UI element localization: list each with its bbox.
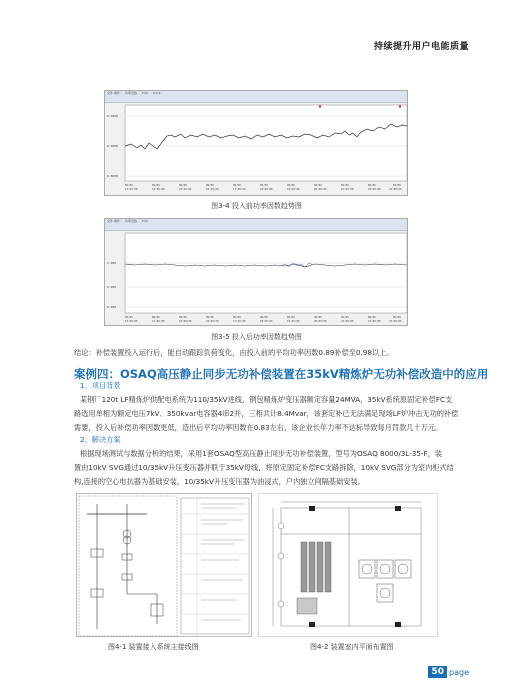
svg-text:15:00:00: 15:00:00 <box>179 188 192 191</box>
paragraph-line: 置由10kV SVG通过10/35kV升压变压器并联于35kV母线，将原定固定补偿FC支路拆除，10kV SVG部分为室内柜式结 <box>74 463 454 472</box>
case-title: 案例四：OSAQ高压静止同步无功补偿装置在35kV精炼炉无功补偿改造中的应用 <box>74 367 489 381</box>
x-tick-label: 09/06 <box>341 316 349 319</box>
toolbar-item[interactable]: 文件 操作 <box>107 91 120 95</box>
x-tick-label: 09/06 <box>287 316 295 319</box>
y-tick-label: 0.9900 <box>107 114 118 118</box>
svg-text:23:00:00: 23:00:00 <box>389 320 402 323</box>
paragraph-line: 路选用单相为额定电压7kV、350kvar电容器4串2并，三相共计8.4Mvar，该套定补已无法满足现场LF炉冲击无功的补偿 <box>74 409 459 418</box>
svg-text:16:00:00: 16:00:00 <box>206 320 219 323</box>
svg-text:19:00:00: 19:00:00 <box>287 188 300 191</box>
x-tick-label: 09/06 <box>233 184 241 187</box>
y-tick-label: 1.000 <box>107 261 117 265</box>
paragraph-line: 某钢厂120t LF精炼炉供配电系统为110/35kV进线，钢包精炼炉变压器额定容量24MVA，35kV系统原固定补偿FC支 <box>80 395 453 404</box>
svg-text:19:00:00: 19:00:00 <box>287 320 300 323</box>
floor-plan-diagram <box>258 493 438 637</box>
toolbar-item[interactable]: 文件 操作 <box>107 219 120 223</box>
svg-text:18:00:00: 18:00:00 <box>260 320 273 323</box>
x-tick-label: 09/06 <box>179 316 187 319</box>
svg-text:20:00:00: 20:00:00 <box>314 320 327 323</box>
x-tick-label: 09/06 <box>179 184 187 187</box>
svg-text:17:00:00: 17:00:00 <box>233 188 246 191</box>
x-tick-label: 09/06 <box>125 316 133 319</box>
x-tick-label: 09/06 <box>287 184 295 187</box>
x-tick-label: 09/06 <box>341 184 349 187</box>
svg-text:16:00:00: 16:00:00 <box>206 188 219 191</box>
toolbar-item[interactable]: 功率因数 <box>124 219 137 223</box>
x-tick-label: 09/06 <box>125 184 133 187</box>
x-tick-label: 09/06 <box>393 184 401 187</box>
x-tick-label: 09/06 <box>260 316 268 319</box>
subsection-solution: 2、解决方案 <box>80 435 121 444</box>
y-tick-label: 0.900 <box>107 285 117 289</box>
trend-chart-before-window <box>104 90 408 196</box>
x-tick-label: 09/06 <box>152 184 160 187</box>
page-badge <box>428 665 469 679</box>
toolbar-item[interactable]: Fmt <box>141 91 148 95</box>
x-tick-label: 09/06 <box>233 316 241 319</box>
svg-text:15:00:00: 15:00:00 <box>179 320 192 323</box>
svg-text:21:00:00: 21:00:00 <box>341 320 354 323</box>
x-tick-label: 09/06 <box>368 316 376 319</box>
svg-text:21:00:00: 21:00:00 <box>341 188 354 191</box>
trend-chart-after <box>105 219 409 327</box>
x-tick-label: 09/06 <box>393 316 401 319</box>
x-tick-label: 09/06 <box>314 184 322 187</box>
svg-text:20:00:00: 20:00:00 <box>314 188 327 191</box>
svg-text:17:00:00: 17:00:00 <box>233 320 246 323</box>
single-line-diagram <box>76 493 252 637</box>
figure-caption: 图4-2 装置室内平面布置图 <box>310 643 394 651</box>
svg-text:23:00:00: 23:00:00 <box>389 188 402 191</box>
y-tick-label: 0.800 <box>107 305 117 309</box>
x-tick-label: 09/06 <box>368 184 376 187</box>
subsection-background: 1、项目背景 <box>80 381 121 390</box>
page-word: page <box>449 667 469 677</box>
x-tick-label: 09/06 <box>314 316 322 319</box>
figure-caption: 图3-4 投入前功率因数趋势图 <box>211 202 302 210</box>
svg-text:22:00:00: 22:00:00 <box>368 320 381 323</box>
x-tick-label: 09/06 <box>206 184 214 187</box>
y-tick-label: 0.9000 <box>107 144 118 148</box>
paragraph-line: 构,连接的空心电抗器为基础安装，10/35kV升压变压器为油浸式，户内独立间隔基础安装。 <box>74 477 365 486</box>
conclusion-text: 结论：补偿装置投入运行后，能自动跟踪负荷变化，由投入前的平均功率因数0.89补偿至0.98以上。 <box>74 348 394 357</box>
figure-caption: 图3-5 投入后功率因数趋势图 <box>211 333 302 341</box>
figure-caption: 图4-1 装置接入系统主接线图 <box>108 643 199 651</box>
y-tick-label: 0.8000 <box>107 174 118 178</box>
toolbar-item[interactable]: Fmt <box>141 219 148 223</box>
trend-chart-before <box>105 91 409 197</box>
trend-chart-after-window <box>104 218 408 326</box>
page-number: 50 <box>428 666 447 678</box>
room-layout <box>259 494 439 638</box>
paragraph-line: 根据现场测试与数据分析的结果，采用1套OSAQ型高压静止同步无功补偿装置，型号为OSAQ 8000/3L-35-F，装 <box>80 449 443 458</box>
running-header-title: 持续提升用户电能质量 <box>373 42 469 52</box>
svg-text:18:00:00: 18:00:00 <box>260 188 273 191</box>
alarm-marker <box>319 106 321 108</box>
wiring-schematic <box>77 494 253 638</box>
paragraph-line: 需要，投入后补偿功率因数更低，造出后平均功率因数在0.83左右，该企业长年力率不达标导致每月罚款几十万元。 <box>74 423 443 432</box>
alarm-marker <box>399 106 401 108</box>
svg-text:13:00:00: 13:00:00 <box>125 188 138 191</box>
toolbar-item[interactable]: Z.A.K <box>152 91 161 95</box>
toolbar-item[interactable]: 功率因数 <box>124 91 137 95</box>
x-tick-label: 09/06 <box>206 316 214 319</box>
svg-text:14:00:00: 14:00:00 <box>152 188 165 191</box>
svg-text:13:00:00: 13:00:00 <box>125 320 138 323</box>
svg-text:22:00:00: 22:00:00 <box>368 188 381 191</box>
svg-text:14:00:00: 14:00:00 <box>152 320 165 323</box>
x-tick-label: 09/06 <box>260 184 268 187</box>
x-tick-label: 09/06 <box>152 316 160 319</box>
